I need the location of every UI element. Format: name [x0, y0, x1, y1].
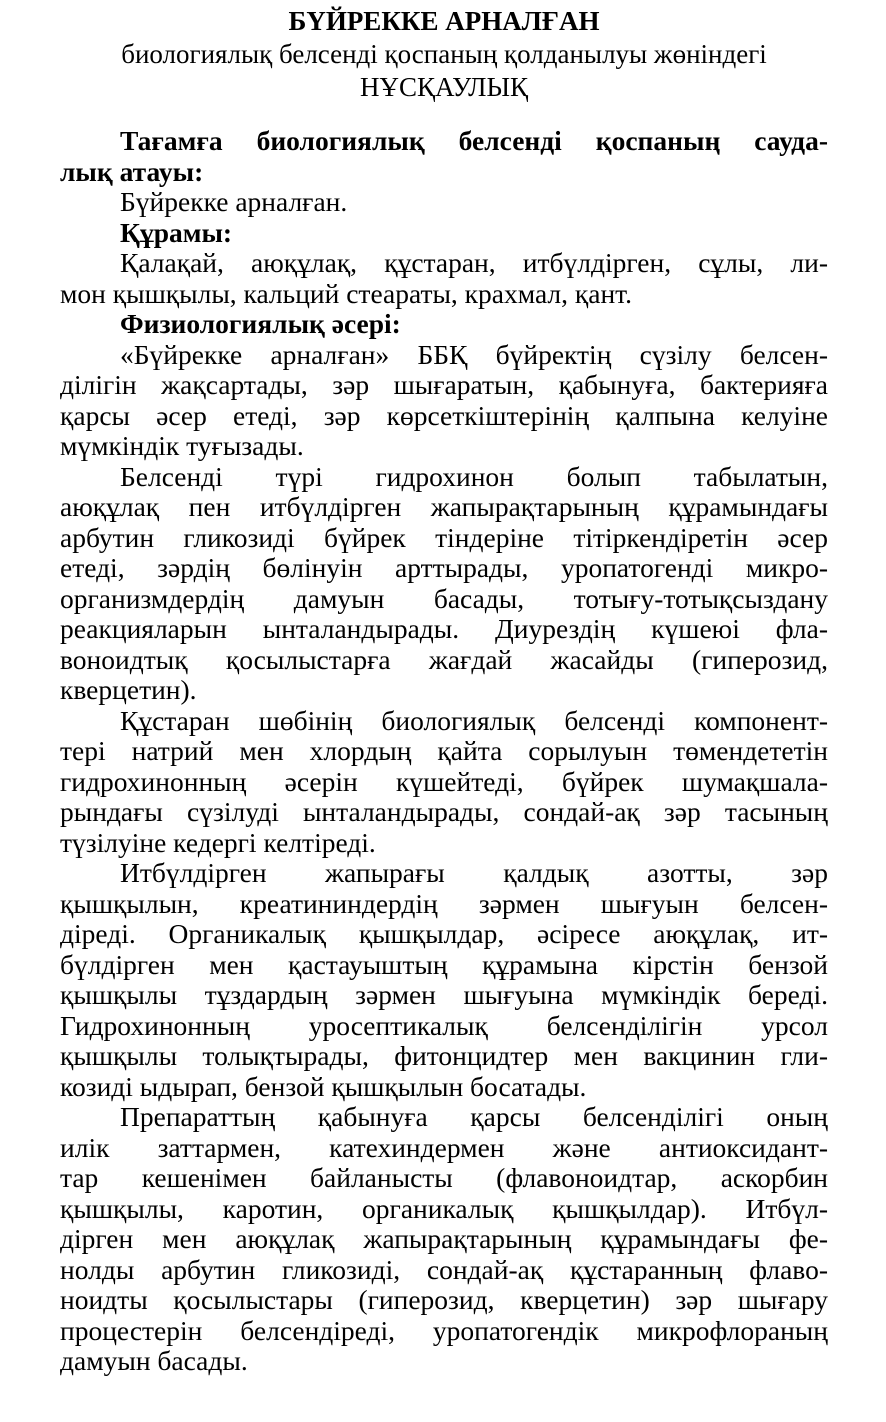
paragraph-line: илік заттармен, катехиндермен және антиоксидант-	[60, 1131, 828, 1163]
paragraph-line: организмдердің дамуын басады, тотығу-тотықсыздану	[60, 582, 828, 614]
trade-name-value: Бүйрекке арналған.	[120, 186, 348, 217]
trade-name-heading-line-1: Тағамға биологиялық белсенді қоспаның сауда-	[120, 125, 828, 156]
paragraph-line: гидрохинонның әсерін күшейтеді, бүйрек шумақшала-	[60, 765, 828, 797]
paragraph-line: қарсы әсер етеді, зәр көрсеткіштерінің қалпына келуіне	[60, 399, 828, 431]
paragraph-line: ноидты қосылыстары (гиперозид, кверцетин) зәр шығару	[60, 1284, 828, 1315]
paragraph	[60, 858, 828, 1102]
paragraph-line: Итбүлдірген жапырағы қалдық азотты, зәр	[120, 857, 828, 888]
paragraph-line: қышқылы тұздардың зәрмен шығуына мүмкіндік береді.	[60, 979, 828, 1010]
paragraph-line: бүлдірген мен қастауыштың құрамына кірстін бензой	[60, 948, 828, 980]
paragraph	[60, 340, 828, 462]
physiological-effect-paragraphs	[60, 340, 828, 1377]
paragraph-line: қышқылын, креатининдердің зәрмен шығуын белсен-	[60, 887, 828, 919]
paragraph-line: тар кешенімен байланысты (флавоноидтар, аскорбин	[60, 1162, 828, 1193]
paragraph-line: воноидтық қосылыстарға жағдай жасайды (гиперозид,	[60, 643, 828, 675]
paragraph-line: нолды арбутин гликозиді, сондай-ақ құстаранның флаво-	[60, 1253, 828, 1285]
paragraph-line: козиді ыдырап, бензой қышқылын босатады.	[60, 1070, 587, 1102]
composition-line-2: мон қышқылы, кальций стеараты, крахмал, қант.	[60, 277, 632, 309]
paragraph	[60, 462, 828, 706]
paragraph-line: Белсенді түрі гидрохинон болып табылатын,	[120, 460, 828, 492]
document-page	[0, 4, 886, 1422]
paragraph-line: түзілуіне кедергі келтіреді.	[60, 826, 376, 858]
paragraph-line: кверцетин).	[60, 674, 197, 705]
paragraph-line: Құстаран шөбінің биологиялық белсенді компонент-	[120, 704, 828, 736]
composition-line-1: Қалақай, аюқұлақ, құстаран, итбүлдірген, сұлы, ли-	[120, 247, 828, 278]
paragraph-line: мүмкіндік туғызады.	[60, 430, 304, 461]
paragraph-line: процестерін белсендіреді, уропатогендік микрофлораның	[60, 1314, 828, 1346]
paragraph-line: арбутин гликозиді бүйрек тіндеріне тітіркендіретін әсер	[60, 521, 828, 553]
physiological-effect-section	[60, 309, 828, 1377]
trade-name-section	[60, 126, 828, 218]
paragraph-line: аюқұлақ пен итбүлдірген жапырақтарының құрамындағы	[60, 491, 828, 522]
physiological-effect-heading: Физиологиялық әсері:	[120, 308, 401, 339]
document-subtitle: биологиялық белсенді қоспаның қолданылуы жөніндегі	[121, 39, 767, 69]
composition-heading: Құрамы:	[120, 216, 233, 248]
paragraph-line: қышқылы, каротин, органикалық қышқылдар). Итбүл-	[60, 1192, 828, 1224]
paragraph-line: рындағы сүзілуді ынталандырады, сондай-ақ зәр тасының	[60, 796, 828, 827]
paragraph-line: діреді. Органикалық қышқылдар, әсіресе аюқұлақ, ит-	[60, 918, 828, 949]
paragraph	[60, 1102, 828, 1377]
paragraph-line: дірген мен аюқұлақ жапырақтарының құрамындағы фе-	[60, 1223, 828, 1254]
paragraph-line: қышқылы толықтырады, фитонцидтер мен вакцинин гли-	[60, 1040, 828, 1071]
paragraph-line: дамуын басады.	[60, 1345, 248, 1376]
paragraph-line: Гидрохинонның уросептикалық белсенділігін урсол	[60, 1009, 828, 1041]
composition-section	[60, 218, 828, 310]
paragraph-line: етеді, зәрдің бөлінуін арттырады, уропатогенді микро-	[60, 552, 828, 583]
document-type: НҰСҚАУЛЫҚ	[359, 72, 529, 102]
trade-name-heading-line-2: лық атауы:	[60, 155, 204, 187]
paragraph-line: реакцияларын ынталандырады. Диурездің күшеюі фла-	[60, 613, 828, 644]
paragraph-line: тері натрий мен хлордың қайта сорылуын төмендететін	[60, 735, 828, 766]
paragraph	[60, 706, 828, 859]
paragraph-line: «Бүйрекке арналған» ББҚ бүйректің сүзілу белсен-	[120, 338, 828, 370]
paragraph-line: ділігін жақсартады, зәр шығаратын, қабынуға, бактерияға	[60, 369, 828, 400]
paragraph-line: Препараттың қабынуға қарсы белсенділігі оның	[120, 1101, 828, 1132]
document-title: БҮЙРЕККЕ АРНАЛҒАН	[288, 6, 600, 36]
